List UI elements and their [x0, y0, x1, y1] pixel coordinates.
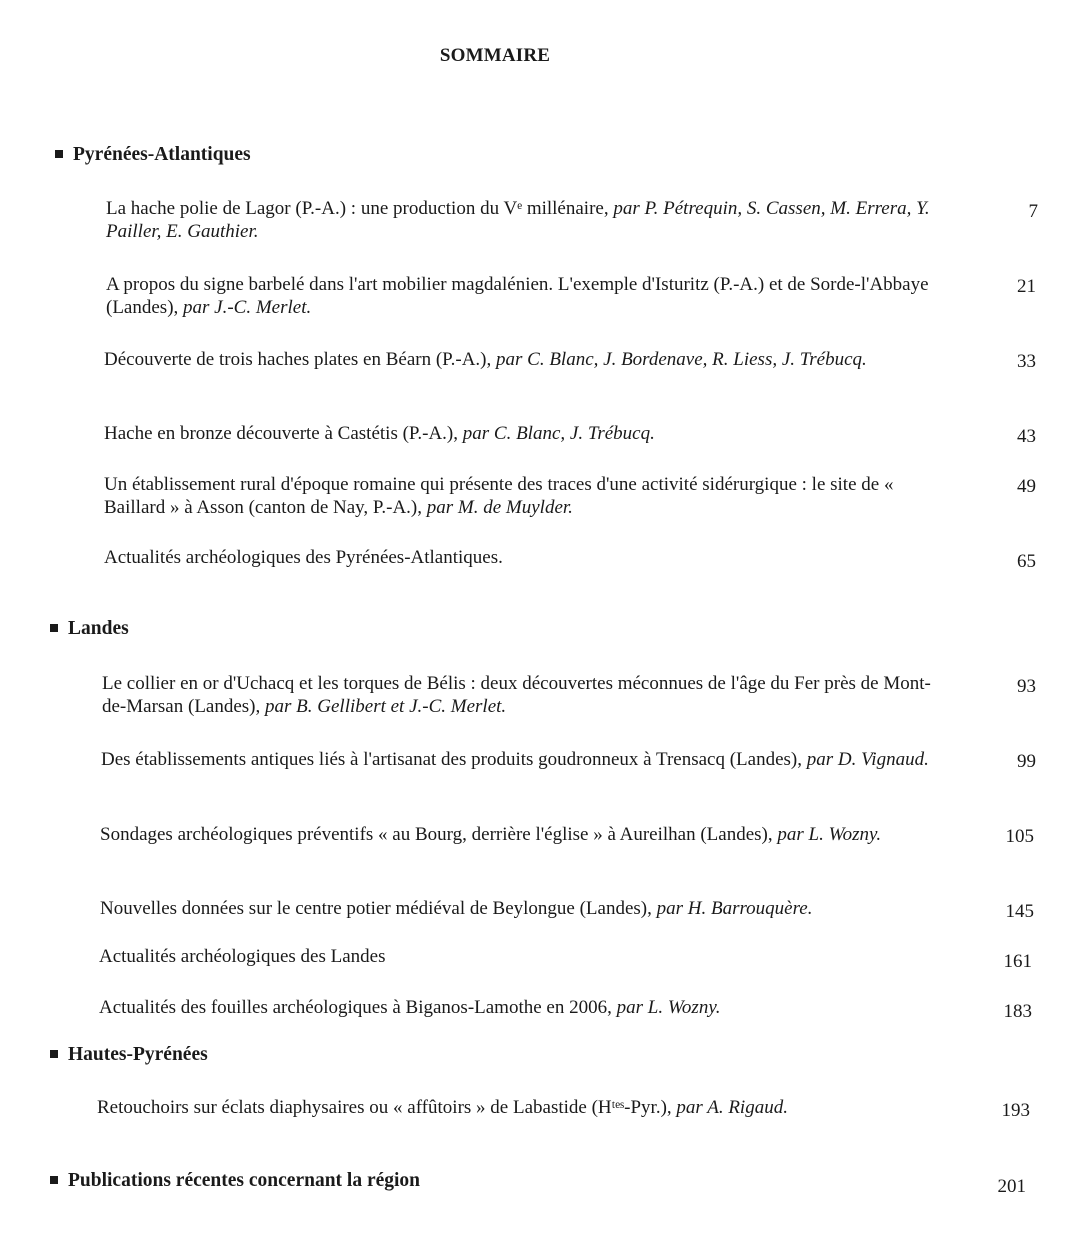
entry-title: Le collier en or d'Uchacq et les torques de Bélis : deux découvertes méconnues de l'âge du Fer près de Mont-de-Marsan (Landes), [102, 673, 931, 717]
section-heading-hautes-pyrenees [50, 1044, 208, 1066]
entry-page-number: 49 [1017, 476, 1036, 497]
toc-entry [97, 1096, 967, 1119]
entry-page-number: 145 [1005, 901, 1034, 922]
toc-entry [99, 945, 939, 968]
entry-title: Actualités des fouilles archéologiques à Biganos-Lamothe en 2006, [99, 997, 617, 1018]
entry-author: par C. Blanc, J. Trébucq. [462, 423, 655, 444]
entry-title: Retouchoirs sur éclats diaphysaires ou « affûtoirs » de Labastide (Hᵗᵉˢ-Pyr.), [97, 1097, 677, 1118]
section-heading-label: Pyrénées-Atlantiques [73, 144, 251, 165]
section-heading-pyrenees-atlantiques [55, 144, 251, 166]
entry-page-number: 93 [1017, 676, 1036, 697]
entry-title: Actualités archéologiques des Landes [99, 946, 386, 967]
entry-title: Hache en bronze découverte à Castétis (P.-A.), [104, 423, 463, 444]
toc-entry [100, 823, 920, 846]
entry-author: par M. de Muylder. [426, 497, 573, 518]
bullet-icon [50, 1176, 58, 1184]
entry-author: par L. Wozny. [616, 997, 721, 1018]
entry-author: par D. Vignaud. [806, 749, 929, 770]
entry-page-number: 99 [1017, 751, 1036, 772]
section-page-number: 201 [997, 1176, 1026, 1197]
section-heading-publications [50, 1170, 420, 1192]
toc-entry [106, 273, 946, 319]
entry-page-number: 43 [1017, 426, 1036, 447]
entry-title: A propos du signe barbelé dans l'art mobilier magdalénien. L'exemple d'Isturitz (P.-A.) et de Sorde-l'Abbaye (Landes), [106, 274, 929, 318]
entry-title: Nouvelles données sur le centre potier médiéval de Beylongue (Landes), [100, 898, 657, 919]
entry-author: par B. Gellibert et J.-C. Merlet. [265, 696, 507, 717]
section-heading-label: Landes [68, 618, 129, 639]
page-title: SOMMAIRE [439, 45, 551, 66]
entry-page-number: 161 [1003, 951, 1032, 972]
entry-author: par A. Rigaud. [676, 1097, 788, 1118]
entry-author: par H. Barrouquère. [656, 898, 813, 919]
entry-title: Un établissement rural d'époque romaine qui présente des traces d'une activité sidérurgique : le site de « Baillard » à Asson (canton de Nay, P.-A.), [104, 474, 894, 518]
toc-entry [100, 897, 970, 920]
toc-entry [101, 748, 951, 771]
bullet-icon [50, 1050, 58, 1058]
entry-page-number: 21 [1017, 276, 1036, 297]
toc-entry [99, 996, 969, 1019]
entry-page-number: 105 [1005, 826, 1034, 847]
bullet-icon [55, 150, 63, 158]
section-heading-label: Hautes-Pyrénées [68, 1044, 208, 1065]
toc-entry [106, 197, 946, 243]
toc-entry [104, 473, 934, 519]
entry-page-number: 33 [1017, 351, 1036, 372]
entry-author: par P. Pétrequin, S. Cassen, M. Errera, Y. Pailler, E. Gauthier. [106, 198, 930, 242]
toc-entry [104, 348, 904, 371]
entry-title: La hache polie de Lagor (P.-A.) : une production du Vᵉ millénaire, [106, 198, 614, 219]
entry-page-number: 7 [1028, 201, 1038, 222]
toc-entry [102, 672, 952, 718]
entry-title: Des établissements antiques liés à l'artisanat des produits goudronneux à Trensacq (Landes), [101, 749, 807, 770]
entry-page-number: 183 [1003, 1001, 1032, 1022]
entry-page-number: 65 [1017, 551, 1036, 572]
entry-author: par J.-C. Merlet. [183, 297, 312, 318]
toc-entry [104, 422, 944, 445]
entry-author: par L. Wozny. [777, 824, 882, 845]
entry-author: par C. Blanc, J. Bordenave, R. Liess, J. Trébucq. [496, 349, 867, 370]
section-heading-label: Publications récentes concernant la région [68, 1170, 421, 1191]
entry-title: Actualités archéologiques des Pyrénées-Atlantiques. [104, 547, 503, 568]
toc-entry [104, 546, 944, 569]
section-heading-landes [50, 618, 129, 640]
entry-page-number: 193 [1001, 1100, 1030, 1121]
entry-title: Sondages archéologiques préventifs « au Bourg, derrière l'église » à Aureilhan (Landes), [100, 824, 778, 845]
bullet-icon [50, 624, 58, 632]
entry-title: Découverte de trois haches plates en Béarn (P.-A.), [104, 349, 496, 370]
